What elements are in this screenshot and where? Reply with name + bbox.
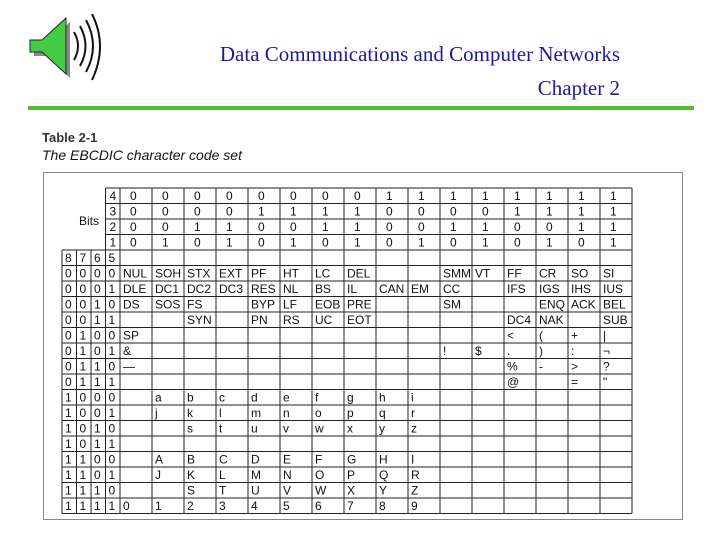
row-bit-value: 1: [79, 328, 87, 343]
row-bit-value: 1: [79, 452, 87, 467]
code-cell: IFS: [507, 282, 526, 296]
row-bit-value: 0: [94, 328, 101, 343]
code-cell: 9: [411, 499, 418, 513]
code-cell: ¬: [603, 344, 611, 358]
code-cell: LC: [315, 266, 331, 281]
row-bit-value: 1: [79, 359, 87, 374]
code-cell: C: [219, 452, 228, 467]
table-caption: The EBCDIC character code set: [42, 147, 242, 163]
column-bit-value: 0: [130, 189, 137, 203]
code-cell: DC3: [219, 282, 244, 296]
code-cell: j: [155, 406, 158, 420]
code-cell: |: [603, 328, 607, 343]
code-cell: Q: [379, 468, 389, 482]
code-cell: PRE: [347, 297, 372, 312]
code-cell: r: [411, 406, 415, 420]
column-bit-position: 2: [109, 220, 117, 234]
column-bit-value: 0: [418, 204, 425, 219]
code-cell: q: [379, 406, 386, 420]
column-bit-value: 0: [450, 235, 457, 250]
column-bit-value: 0: [386, 204, 393, 219]
column-bit-value: 1: [482, 189, 489, 203]
column-bit-value: 1: [290, 235, 297, 250]
code-cell: 4: [251, 499, 258, 513]
code-cell: =: [571, 375, 579, 389]
column-bit-value: 0: [130, 220, 137, 234]
code-cell: L: [219, 468, 226, 482]
code-cell: y: [379, 421, 385, 436]
row-bit-value: 0: [65, 359, 72, 374]
code-cell: i: [411, 390, 414, 405]
code-cell: -: [539, 359, 543, 374]
code-cell: +: [571, 328, 579, 343]
column-bit-value: 1: [354, 204, 361, 219]
column-bit-value: 1: [258, 204, 265, 219]
code-cell: T: [219, 483, 227, 498]
row-bit-value: 0: [65, 313, 72, 327]
column-bit-value: 0: [354, 189, 361, 203]
row-bit-value: 1: [108, 313, 116, 327]
code-cell: BEL: [603, 297, 626, 312]
row-bit-value: 0: [94, 468, 101, 482]
code-cell: n: [283, 406, 290, 420]
row-bit-value: 1: [65, 483, 72, 498]
row-bit-value: 1: [65, 406, 72, 420]
code-cell: VT: [475, 266, 491, 281]
code-cell: DC1: [155, 282, 180, 296]
code-cell: SUB: [603, 313, 628, 327]
code-cell: t: [219, 421, 223, 436]
row-bit-value: 0: [65, 328, 72, 343]
column-bit-value: 1: [418, 189, 425, 203]
row-bit-value: 0: [108, 328, 116, 343]
bits-label: Bits: [79, 214, 100, 228]
column-bit-value: 0: [162, 189, 169, 203]
column-bit-value: 0: [194, 204, 201, 219]
code-cell: N: [283, 468, 292, 482]
code-cell: !: [443, 344, 447, 358]
column-bit-value: 1: [354, 220, 361, 234]
table-label: Table 2-1: [42, 130, 98, 145]
code-cell: 8: [379, 499, 386, 513]
column-bit-value: 0: [418, 220, 425, 234]
row-bit-value: 0: [108, 390, 116, 405]
code-cell: SI: [603, 266, 615, 281]
code-cell: NUL: [123, 266, 148, 281]
column-bit-value: 0: [130, 235, 137, 250]
code-cell: 6: [315, 499, 322, 513]
row-bit-value: 0: [108, 266, 116, 281]
code-cell: SM: [443, 297, 461, 312]
column-bit-value: 0: [194, 235, 201, 250]
code-cell: EOB: [315, 297, 341, 312]
code-cell: 5: [283, 499, 290, 513]
column-bit-value: 1: [610, 235, 617, 250]
code-cell: FS: [187, 297, 203, 312]
code-cell: O: [315, 468, 325, 482]
code-cell: R: [411, 468, 420, 482]
row-bit-value: 0: [79, 390, 87, 405]
column-bit-value: 1: [514, 189, 521, 203]
column-bit-value: 1: [482, 220, 489, 234]
row-bit-value: 1: [108, 344, 116, 358]
code-cell: BYP: [251, 297, 276, 312]
code-cell: o: [315, 406, 322, 420]
code-cell: IUS: [603, 282, 624, 296]
code-cell: IL: [347, 282, 358, 296]
column-bit-value: 0: [386, 220, 393, 234]
row-bit-value: 0: [108, 297, 116, 312]
column-bit-value: 1: [450, 220, 457, 234]
column-bit-value: 1: [322, 220, 329, 234]
code-cell: m: [251, 406, 261, 420]
column-bit-value: 1: [226, 220, 233, 234]
row-bit-value: 0: [79, 282, 87, 296]
code-cell: P: [347, 468, 356, 482]
code-cell: RS: [283, 313, 300, 327]
code-cell: %: [507, 359, 518, 374]
row-bit-value: 0: [108, 452, 116, 467]
code-cell: H: [379, 452, 388, 467]
column-bit-value: 0: [578, 235, 585, 250]
code-cell: IHS: [571, 282, 592, 296]
column-bit-value: 0: [162, 220, 169, 234]
code-cell: ": [603, 375, 608, 389]
code-cell: e: [283, 390, 290, 405]
column-bit-value: 0: [290, 220, 297, 234]
code-cell: a: [155, 390, 162, 405]
column-bit-value: 0: [514, 235, 521, 250]
row-bit-value: 1: [108, 437, 116, 451]
row-bit-value: 1: [65, 452, 72, 467]
code-cell: ACK: [571, 297, 596, 312]
row-bit-value: 1: [79, 483, 87, 498]
code-cell: A: [155, 452, 164, 467]
code-cell: SYN: [187, 313, 212, 327]
row-bit-position: 7: [79, 251, 87, 265]
column-bit-value: 0: [162, 204, 169, 219]
code-cell: 2: [187, 499, 194, 513]
column-bit-value: 0: [450, 204, 457, 219]
code-cell: Y: [379, 483, 388, 498]
row-bit-value: 1: [94, 421, 101, 436]
code-cell: DLE: [123, 282, 147, 296]
code-cell: I: [411, 452, 415, 467]
code-cell: LF: [283, 297, 298, 312]
code-cell: FF: [507, 266, 522, 281]
code-cell: DC4: [507, 313, 532, 327]
code-cell: CAN: [379, 282, 405, 296]
code-cell: EM: [411, 282, 429, 296]
row-bit-value: 1: [94, 359, 101, 374]
row-bit-value: 0: [94, 452, 101, 467]
code-cell: PN: [251, 313, 268, 327]
column-bit-value: 0: [258, 189, 265, 203]
code-cell: SOS: [155, 297, 181, 312]
code-cell: d: [251, 390, 258, 405]
code-cell: 0: [123, 499, 130, 513]
row-bit-value: 0: [94, 266, 101, 281]
column-bit-value: 1: [354, 235, 361, 250]
column-bit-value: 1: [226, 235, 233, 250]
code-cell: UC: [315, 313, 333, 327]
row-bit-value: 0: [65, 282, 72, 296]
row-bit-position: 8: [65, 251, 72, 265]
code-cell: 1: [155, 499, 162, 513]
row-bit-value: 0: [79, 297, 87, 312]
column-bit-value: 1: [610, 189, 617, 203]
code-cell: RES: [251, 282, 276, 296]
column-bit-value: 0: [546, 220, 553, 234]
column-bit-value: 1: [194, 220, 201, 234]
row-bit-position: 5: [108, 251, 116, 265]
row-bit-value: 0: [94, 344, 101, 358]
code-cell: W: [315, 483, 327, 498]
code-cell: 7: [347, 499, 354, 513]
column-bit-value: 0: [290, 189, 297, 203]
code-cell: g: [347, 390, 354, 405]
code-cell: D: [251, 452, 260, 467]
column-bit-value: 1: [450, 189, 457, 203]
code-cell: k: [187, 406, 193, 420]
code-cell: <: [507, 328, 515, 343]
row-bit-value: 0: [79, 406, 87, 420]
code-cell: —: [123, 359, 135, 374]
code-cell: >: [571, 359, 579, 374]
code-cell: NAK: [539, 313, 564, 327]
code-cell: U: [251, 483, 260, 498]
row-bit-value: 1: [94, 499, 101, 513]
code-cell: EXT: [219, 266, 243, 281]
column-bit-value: 0: [322, 235, 329, 250]
code-cell: J: [155, 468, 161, 482]
row-bit-value: 0: [94, 406, 101, 420]
column-bit-value: 0: [226, 204, 233, 219]
code-cell: SO: [571, 266, 589, 281]
column-bit-value: 1: [578, 189, 585, 203]
code-cell: :: [571, 344, 575, 358]
column-bit-value: 0: [258, 220, 265, 234]
code-cell: B: [187, 452, 196, 467]
row-bit-value: 1: [108, 375, 116, 389]
code-cell: BS: [315, 282, 332, 296]
row-bit-value: 0: [65, 297, 72, 312]
column-bit-value: 1: [546, 204, 553, 219]
code-cell: l: [219, 406, 222, 420]
code-cell: b: [187, 390, 194, 405]
code-cell: HT: [283, 266, 299, 281]
code-cell: F: [315, 452, 323, 467]
row-bit-value: 1: [108, 406, 116, 420]
code-cell: S: [187, 483, 196, 498]
row-bit-value: 1: [94, 483, 101, 498]
row-bit-value: 1: [79, 468, 87, 482]
code-cell: $: [475, 344, 482, 358]
column-bit-value: 1: [546, 189, 553, 203]
column-bit-position: 1: [109, 235, 117, 250]
chapter-subtitle: Chapter 2: [537, 76, 620, 100]
column-bit-value: 0: [130, 204, 137, 219]
row-bit-value: 1: [65, 468, 72, 482]
column-bit-value: 1: [290, 204, 297, 219]
column-bit-value: 0: [258, 235, 265, 250]
column-bit-position: 3: [109, 204, 117, 219]
code-cell: CR: [539, 266, 557, 281]
code-cell: E: [283, 452, 292, 467]
code-cell: X: [347, 483, 356, 498]
row-bit-value: 0: [79, 266, 87, 281]
code-cell: NL: [283, 282, 299, 296]
column-bit-value: 0: [386, 235, 393, 250]
code-cell: x: [347, 421, 353, 436]
code-cell: u: [251, 421, 258, 436]
row-bit-value: 1: [108, 468, 116, 482]
code-cell: .: [507, 344, 511, 358]
code-cell: CC: [443, 282, 461, 296]
code-cell: PF: [251, 266, 267, 281]
code-cell: w: [315, 421, 324, 436]
column-bit-value: 1: [578, 204, 585, 219]
code-cell: f: [315, 390, 319, 405]
row-bit-value: 0: [108, 359, 116, 374]
row-bit-value: 0: [79, 421, 87, 436]
row-bit-value: 1: [94, 313, 101, 327]
code-cell: DC2: [187, 282, 212, 296]
code-cell: SP: [123, 328, 140, 343]
code-cell: c: [219, 390, 225, 405]
row-bit-value: 0: [79, 313, 87, 327]
code-cell: M: [251, 468, 261, 482]
column-bit-value: 1: [578, 220, 585, 234]
code-cell: 3: [219, 499, 226, 513]
code-cell: @: [507, 375, 520, 389]
code-cell: ENQ: [539, 297, 566, 312]
code-cell: (: [539, 328, 543, 343]
code-cell: IGS: [539, 282, 560, 296]
column-bit-value: 0: [322, 189, 329, 203]
code-cell: p: [347, 406, 354, 420]
row-bit-value: 1: [65, 437, 72, 451]
code-cell: DS: [123, 297, 140, 312]
code-cell: SOH: [155, 266, 182, 281]
code-cell: h: [379, 390, 386, 405]
column-bit-value: 1: [162, 235, 169, 250]
code-cell: EOT: [347, 313, 372, 327]
row-bit-value: 1: [108, 499, 116, 513]
row-bit-value: 0: [108, 421, 116, 436]
row-bit-value: 1: [79, 375, 87, 389]
column-bit-value: 0: [226, 189, 233, 203]
code-cell: s: [187, 421, 193, 436]
column-bit-position: 4: [109, 189, 117, 203]
column-bit-value: 0: [194, 189, 201, 203]
code-cell: DEL: [347, 266, 371, 281]
column-bit-value: 1: [610, 220, 617, 234]
column-bit-value: 0: [514, 220, 521, 234]
row-bit-value: 0: [79, 437, 87, 451]
row-bit-value: 0: [65, 375, 72, 389]
row-bit-value: 0: [94, 282, 101, 296]
code-cell: ): [539, 344, 543, 358]
code-cell: K: [187, 468, 196, 482]
page-title: Data Communications and Computer Networks: [219, 42, 620, 66]
row-bit-value: 0: [108, 483, 116, 498]
row-bit-value: 0: [65, 344, 72, 358]
row-bit-value: 0: [94, 390, 101, 405]
row-bit-value: 1: [79, 499, 87, 513]
column-bit-value: 1: [482, 235, 489, 250]
row-bit-value: 0: [65, 266, 72, 281]
column-bit-value: 1: [514, 204, 521, 219]
code-cell: STX: [187, 266, 211, 281]
row-bit-value: 1: [65, 390, 72, 405]
code-cell: SMM: [443, 266, 471, 281]
row-bit-position: 6: [94, 251, 101, 265]
row-bit-value: 1: [65, 499, 72, 513]
code-cell: ?: [603, 359, 610, 374]
column-bit-value: 1: [322, 204, 329, 219]
row-bit-value: 1: [65, 421, 72, 436]
column-bit-value: 1: [418, 235, 425, 250]
column-bit-value: 0: [482, 204, 489, 219]
column-bit-value: 1: [610, 204, 617, 219]
code-cell: Z: [411, 483, 419, 498]
row-bit-value: 1: [94, 297, 101, 312]
row-bit-value: 1: [94, 375, 101, 389]
code-cell: G: [347, 452, 357, 467]
row-bit-value: 1: [79, 344, 87, 358]
code-cell: V: [283, 483, 292, 498]
column-bit-value: 1: [386, 189, 393, 203]
code-cell: v: [283, 421, 289, 436]
code-cell: &: [123, 344, 132, 358]
code-cell: z: [411, 421, 417, 436]
row-bit-value: 1: [108, 282, 116, 296]
column-bit-value: 1: [546, 235, 553, 250]
row-bit-value: 1: [94, 437, 101, 451]
